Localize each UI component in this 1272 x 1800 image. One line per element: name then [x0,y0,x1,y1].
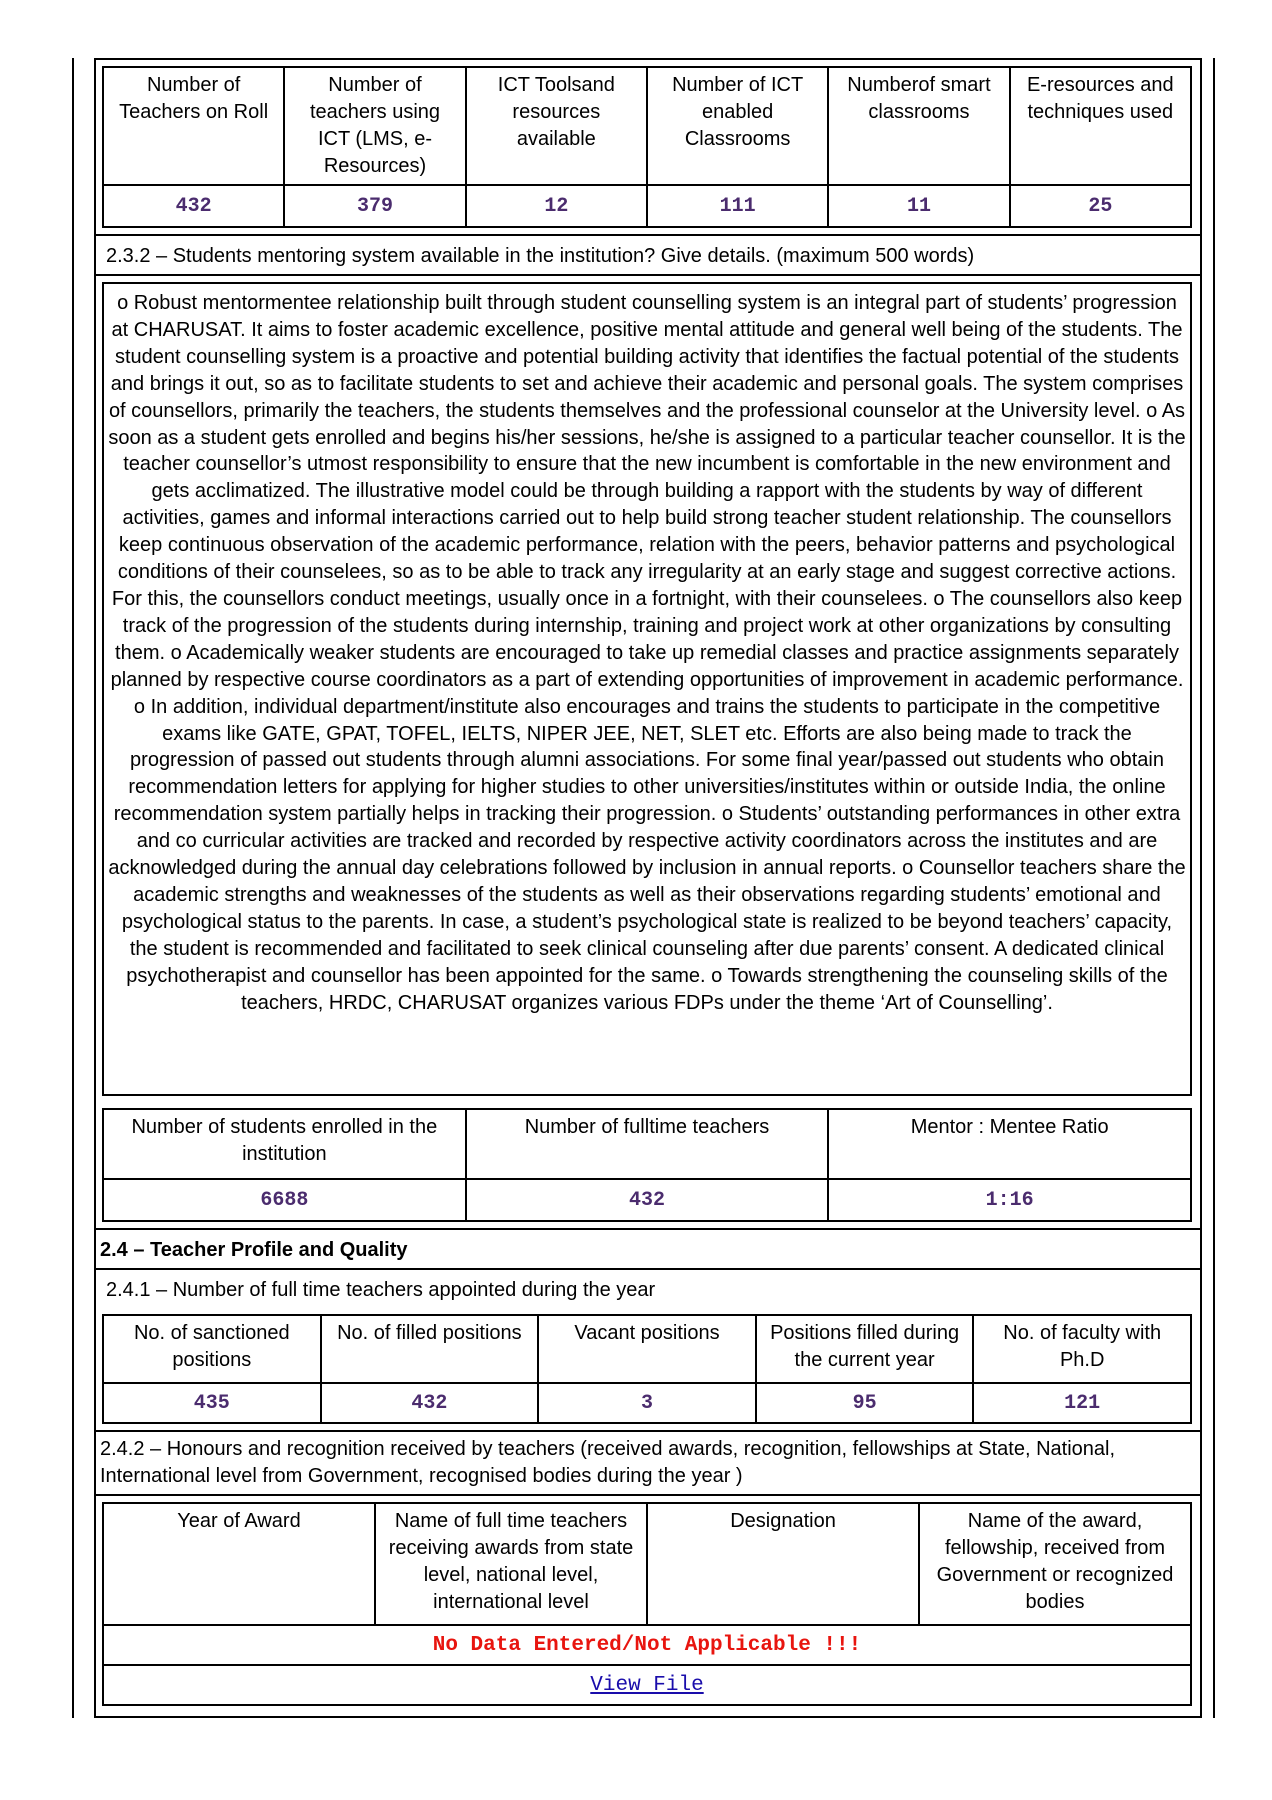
honours-question-text: 2.4.2 – Honours and recognition received by teachers (received awards, recognition, fellowships at State, National, International level from Government, recognised bodies during the year ) [100,1438,1116,1487]
mentoring-answer-text: o Robust mentormentee relationship built through student counselling system is an integral part of students’ progression at CHARUSAT. It aims to foster academic excellence, positive mental attitude and general well being of the students. The student counselling system is a proactive and potential building activity that identifies the factual potential of the students and brings it out, so as to facilitate students to set and achieve their academic and personal goals. The system comprises of counsellors, primarily the teachers, the students themselves and the professional counselor at the University level. o As soon as a student gets enrolled and begins his/her sessions, he/she is assigned to a particular teacher counsellor. It is the teacher counsellor’s utmost responsibility to ensure that the new incumbent is comfortable in the new environment and gets acclimatized. The illustrative model could be through building a rapport with the students by way of different activities, games and informal interactions carried out to help build strong teacher student relationship. The counsellors keep continuous observation of the academic performance, relation with the peers, behavior patterns and psychological conditions of their counselees, so as to be able to track any irregularity at an early stage and suggest corrective actions. For this, the counsellors conduct meetings, usually once in a fortnight, with their counselees. o The counsellors also keep track of the progression of the students during internship, training and project work at other organizations by consulting them. o Academically weaker students are encouraged to take up remedial classes and practice assignments separately planned by respective course coordinators as a part of extending opportunities of improvement in academic performance. o In addition, individual department/institute also encourages and trains the students to participate in the competitive exams like GATE, GPAT, TOFEL, IELTS, NIPER JEE, NET, SLET etc. Efforts are also being made to track the progression of passed out students through alumni associations. For some final year/passed out students who obtain recommendation letters for applying for higher studies to other universities/institutes within or outside India, the online recommendation system partially helps in tracking their progression. o Students’ outstanding performances in other extra and co curricular activities are tracked and recorded by respective activity coordinators across the institutes and are acknowledged during the annual day celebrations followed by inclusion in annual reports. o Counsellor teachers share the academic strengths and weaknesses of the students as well as their observations regarding students’ emotional and psychological status to the parents. In case, a student’s psychological state is realized to be beyond teachers’ capacity, the student is recommended and facilitated to seek clinical counseling after due parents’ consent. A dedicated clinical psychotherapist and counsellor has been appointed for the same. o Towards strengthening the counseling skills of the teachers, HRDC, CHARUSAT organizes various FDPs under the theme ‘Art of Counselling’. [108,292,1186,1014]
mentoring-question [96,234,1200,274]
positions-table-block [102,1314,1192,1424]
ict-value-cell: 11 [828,185,1009,227]
ict-header-cell: Number of ICT enabled Classrooms [647,67,828,185]
ratio-value-cell: 1:16 [828,1179,1191,1221]
ict-value-cell: 111 [647,185,828,227]
ict-header-cell: Number of Teachers on Roll [103,67,284,185]
right-margin-rule [1213,58,1215,1718]
ratio-table [102,1108,1192,1222]
ict-table-block [102,66,1192,228]
ratio-header-cell: Mentor : Mentee Ratio [828,1109,1191,1179]
positions-value-cell: 121 [973,1383,1191,1423]
positions-value-cell: 95 [756,1383,974,1423]
positions-question [96,1268,1200,1308]
positions-value-cell: 435 [103,1383,321,1423]
ict-header-cell: ICT Toolsand resources available [466,67,647,185]
honours-header-cell: Name of the award, fellowship, received from Government or recognized bodies [919,1503,1191,1625]
positions-header-cell: Positions filled during the current year [756,1315,974,1383]
ratio-value-cell: 432 [466,1179,829,1221]
mentoring-question-text: 2.3.2 – Students mentoring system available in the institution? Give details. (maximum 500 words) [106,245,975,267]
mentoring-answer-row [96,274,1200,1102]
section-title: 2.4 – Teacher Profile and Quality [100,1239,408,1261]
positions-header-cell: No. of filled positions [321,1315,539,1383]
honours-header-cell: Name of full time teachers receiving awards from state level, national level, international level [375,1503,647,1625]
report-frame [94,58,1202,1718]
ict-value-cell: 379 [284,185,465,227]
section-title-row [96,1228,1200,1268]
ict-header-cell: E-resources and techniques used [1010,67,1191,185]
positions-header-cell: Vacant positions [538,1315,756,1383]
honours-row [96,1494,1200,1714]
ict-table [102,66,1192,228]
no-data-message: No Data Entered/Not Applicable !!! [432,1634,862,1657]
view-file-link[interactable]: View File [590,1674,704,1697]
ict-header-cell: Number of teachers using ICT (LMS, e-Resources) [284,67,465,185]
view-file-cell [103,1665,1191,1705]
ratio-header-cell: Number of fulltime teachers [466,1109,829,1179]
honours-question [96,1430,1200,1494]
honours-header-cell: Designation [647,1503,919,1625]
no-data-cell [103,1625,1191,1665]
ratio-header-cell: Number of students enrolled in the institution [103,1109,466,1179]
mentoring-answer-box [102,282,1192,1096]
honours-table [102,1502,1192,1706]
ict-value-cell: 432 [103,185,284,227]
honours-table-block [102,1502,1192,1706]
positions-table [102,1314,1192,1424]
positions-header-cell: No. of faculty with Ph.D [973,1315,1191,1383]
positions-header-cell: No. of sanctioned positions [103,1315,321,1383]
left-margin-rule [72,58,74,1718]
ratio-table-block [102,1108,1192,1222]
honours-header-cell: Year of Award [103,1503,375,1625]
ict-value-cell: 12 [466,185,647,227]
positions-question-text: 2.4.1 – Number of full time teachers appointed during the year [106,1279,656,1301]
positions-value-cell: 432 [321,1383,539,1423]
ratio-value-cell: 6688 [103,1179,466,1221]
positions-value-cell: 3 [538,1383,756,1423]
ict-header-cell: Numberof smart classrooms [828,67,1009,185]
ict-value-cell: 25 [1010,185,1191,227]
